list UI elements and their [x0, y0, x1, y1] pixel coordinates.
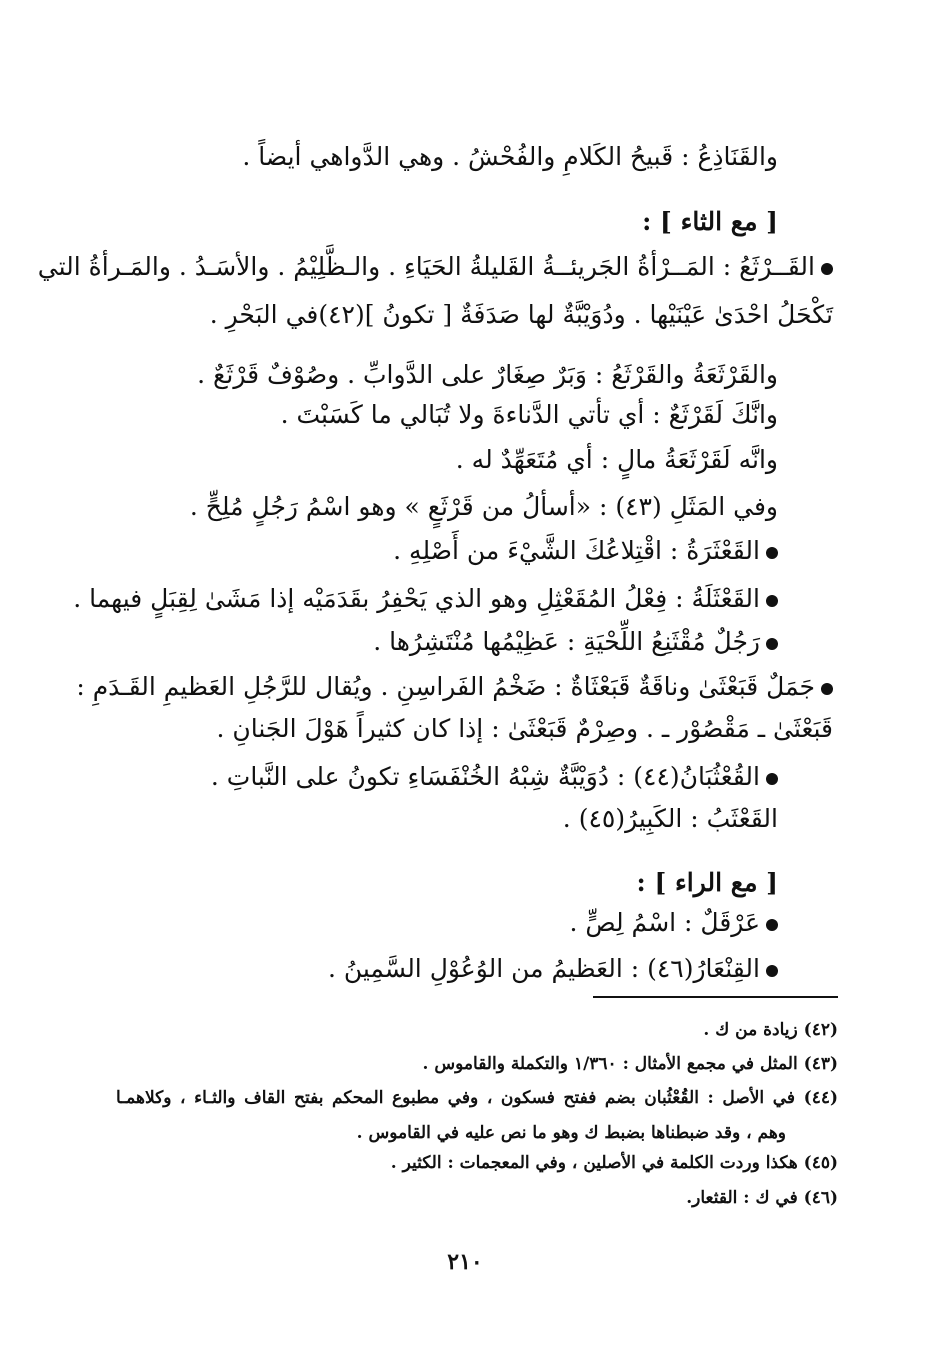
entry-line [211, 758, 778, 796]
bullet-icon [766, 919, 778, 931]
text-line: تَكْحَلُ احْدَىٰ عَيْنَيْها . ودُوَيْبَّةٌ لها صَدَفَةٌ [ تكونُ ](٤٢)في البَحْرِ . [209, 300, 833, 329]
text-line: والقَنَاذِعُ : قَبيحُ الكَلامِ والفُحْشُ . وهي الدَّواهي أيضاً . [242, 142, 778, 171]
entry-text: جَمَلٌ قَبَعْثَىٰ وناقَةٌ قَبَعْثَاةٌ : ضَخْمُ الفَراسِنِ . ويُقال للرَّجُلِ العَظيمِ القَـدَمِ : [76, 672, 815, 701]
footnote: وهم ، وقد ضبطناها بضبط ك وهو ما نص عليه في القاموس . [356, 1123, 786, 1143]
text-line: وفي المَثَلِ (٤٣) : «أسألُ من قَرْثَعٍ » وهو اسْمُ رَجُلٍ مُلِحٍّ . [189, 492, 778, 521]
footnote: (٤٣) المثل في مجمع الأمثال : ١/٣٦٠ والتكملة والقاموس . [422, 1054, 838, 1074]
footnote-separator [593, 996, 838, 998]
entry-line [37, 248, 833, 286]
bullet-icon [766, 638, 778, 650]
entry-text: القَــرْثَعُ : المَــرْأةُ الجَريئــةُ القَليلةُ الحَيَاءِ . والـظَّلِيْمُ . والأسَـدُ . والمَـرأةُ التي [37, 252, 815, 281]
footnote: (٤٥) هكذا وردت الكلمة في الأصلين ، وفي المعجمات : الكثير . [390, 1153, 838, 1173]
text-line: وانَّه لَقَرْثَعَةُ مالٍ : أي مُتَعَهِّدٌ له . [455, 445, 778, 474]
footnote: (٤٢) زيادة من ك . [703, 1020, 838, 1040]
entry-text: القُعْثُبَانُ(٤٤) : دُوَيْبَّةٌ شِبْهُ الخُنْفَسَاءِ تكونُ على النَّباتِ . [210, 762, 760, 791]
bullet-icon [766, 547, 778, 559]
entry-line [73, 580, 778, 618]
text-line: وانَّكَ لَقَرْثَعٌ : أي تأتي الدَّناءةَ ولا تُبَالي ما كَسَبْتَ . [280, 400, 778, 429]
bullet-icon [766, 595, 778, 607]
bullet-icon [821, 263, 833, 275]
footnote: (٤٦) في ك : القثعار. [686, 1188, 838, 1208]
entry-line [373, 623, 778, 661]
bullet-icon [821, 683, 833, 695]
bullet-icon [766, 773, 778, 785]
text-line: القَعْثَبُ : الكَبِيرُ(٤٥) . [562, 804, 778, 833]
bullet-icon [766, 965, 778, 977]
entry-line [76, 668, 833, 706]
entry-text: القَعْثَرَةُ : اقْتِلاعُكَ الشَّيْءَ من أَصْلِهِ . [393, 536, 760, 565]
entry-text: عَرْقَلٌ : اسْمُ لِصٍّ . [569, 908, 760, 937]
entry-text: رَجُلٌ مُقْثَنِعُ اللِّحْيَةِ : عَظِيْمُها مُنْتَشِرُها . [373, 627, 760, 656]
entry-text: القِنْعَارُ(٤٦) : العَظيمُ من الوُعُوْلِ السَّمِينُ . [327, 954, 760, 983]
entry-line [393, 532, 778, 570]
entry-text: القَعْثَلَةُ : فِعْلُ المُقَعْثِلِ وهو الذي يَحْفِرُ بقَدَمَيْه إذا مَشَىٰ لِقِبَلٍ فيهما . [73, 584, 760, 613]
entry-line [569, 904, 778, 942]
entry-line [328, 950, 778, 988]
page-number: ٢١٠ [447, 1249, 483, 1275]
text-line: والقَرْثَعَةُ والقَرْثَعُ : وَبَرٌ صِغَارٌ على الدَّوابِّ . وصُوْفٌ قَرْثَعٌ . [197, 360, 778, 389]
section-heading: [ مع الثاء ] : [642, 207, 778, 236]
section-heading: [ مع الراء ] : [636, 868, 778, 897]
text-line: قَبَعْثَىٰ ـ مَقْصُوْر ـ . وصِرْمٌ قَبَعْثَىٰ : إذا كان كثيراً هَوْلَ الجَنانِ . [216, 714, 833, 743]
footnote: (٤٤) في الأصل : القُعْثُبان بضم ففتح فسكون ، وفي مطبوع المحكم بفتح القاف والثـاء ، وكلاهمـا [116, 1088, 838, 1108]
